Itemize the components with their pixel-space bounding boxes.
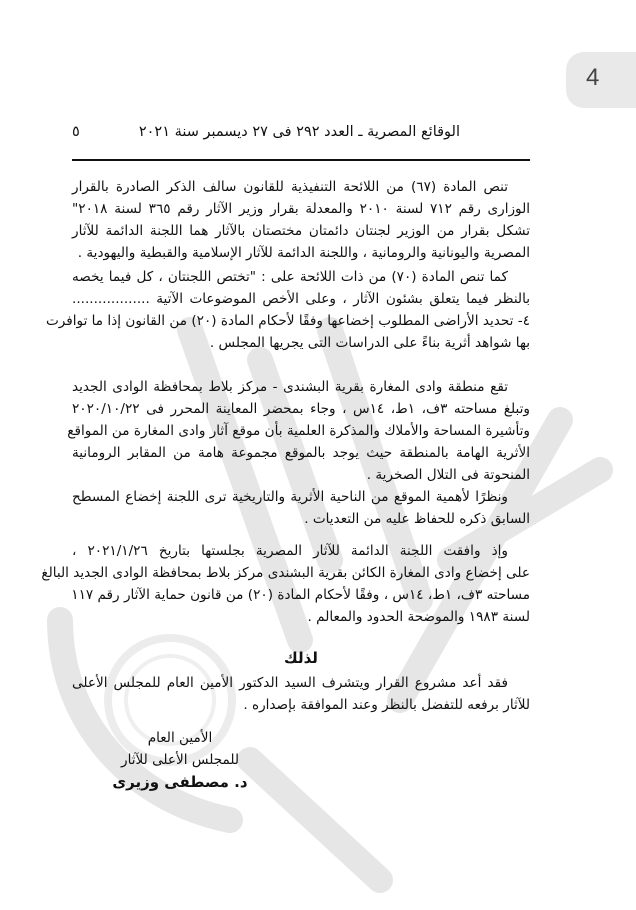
text-line: بها شواهد أثرية بناءً على الدراسات التى يجريها المجلس . — [209, 335, 530, 351]
text-line: تقع منطقة وادى المغارة بقرية البشندى - مركز بلاط بمحافظة الوادى الجديد — [72, 379, 508, 395]
text-line: بالنظر فيما يتعلق بشئون الآثار ، وعلى الأخص الموضوعات الآتية .................. — [72, 291, 530, 307]
page-tab-number: 4 — [586, 64, 600, 91]
running-header — [72, 124, 530, 148]
text-line: للآثار برفعه للتفضل بالنظر وعند الموافقة بإصداره . — [243, 697, 530, 713]
text-line: ونظرًا لأهمية الموقع من الناحية الأثرية والتاريخية ترى اللجنة إخضاع المسطح — [72, 489, 508, 505]
text-line: تنص المادة (٦٧) من اللائحة التنفيذية للقانون سالف الذكر الصادرة بالقرار — [72, 179, 508, 195]
header-title: الوقائع المصرية ـ العدد ٢٩٢ فى ٢٧ ديسمبر سنة ٢٠٢١ — [138, 124, 460, 140]
text-line: لسنة ١٩٨٣ والموضحة الحدود والمعالم . — [307, 609, 530, 625]
text-line: وإذ وافقت اللجنة الدائمة للآثار المصرية بجلستها بتاريخ ٢٠٢١/١/٢٦ ، — [72, 543, 508, 559]
text-line: كما تنص المادة (٧٠) من ذات اللائحة على : "تختص اللجنتان ، كل فيما يخصه — [72, 269, 509, 285]
text-line: فقد أعد مشروع القرار ويتشرف السيد الدكتور الأمين العام للمجلس الأعلى — [72, 675, 508, 691]
paragraph — [72, 672, 530, 716]
paragraph — [67, 376, 530, 486]
text-line: السابق ذكره للحفاظ عليه من التعديات . — [304, 511, 530, 527]
signature-block — [110, 727, 250, 793]
text-line: الوزارى رقم ٧١٢ لسنة ٢٠١٠ والمعدلة بقرار وزير الآثار رقم ٣٦٥ لسنة ٢٠١٨" — [72, 201, 530, 217]
signature-title: الأمين العام — [147, 730, 213, 746]
section-heading: لذلك — [284, 649, 318, 667]
text-line: المنحوتة فى التلال الصخرية . — [366, 467, 530, 483]
paragraph — [41, 540, 530, 628]
text-line: مساحته ٣ف، ١ط، ١٤س ، وفقًا لأحكام المادة (٢٠) من قانون حماية الآثار رقم ١١٧ — [71, 587, 530, 603]
header-rule — [72, 159, 530, 161]
paragraph — [72, 176, 530, 264]
header-page-number: ٥ — [72, 124, 80, 140]
page-tab — [566, 52, 636, 108]
paragraph — [72, 486, 530, 530]
text-line: على إخضاع وادى المغارة الكائن بقرية البشندى مركز بلاط بمحافظة الوادى الجديد البالغ — [41, 565, 530, 581]
text-line: المصرية واليونانية والرومانية ، واللجنة الدائمة للآثار الإسلامية والقبطية واليهودية . — [77, 245, 530, 261]
signature-name: د. مصطفى وزيرى — [112, 773, 248, 791]
text-line: وتبلغ مساحته ٣ف، ١ط، ١٤س ، وجاء بمحضر المعاينة المحرر فى ٢٠٢٠/١٠/٢٢ — [72, 401, 530, 417]
signature-organization: للمجلس الأعلى للآثار — [121, 752, 239, 768]
paragraph — [45, 266, 530, 354]
text-line: ٤- تحديد الأراضى المطلوب إخضاعها وفقًا لأحكام المادة (٢٠) من القانون إذا ما توافرت — [45, 313, 530, 329]
text-line: تشكل بقرار من الوزير لجنتان دائمتان مختصتان بالآثار هما اللجنة الدائمة للآثار — [72, 223, 530, 239]
text-line: وتأشيرة المساحة والأملاك والمذكرة العلمية بأن موقع آثار وادى المغارة من المواقع — [67, 423, 530, 439]
text-line: الأثرية الهامة بالمنطقة حيث يوجد بالموقع مجموعة هامة من المقابر الرومانية — [72, 445, 530, 461]
